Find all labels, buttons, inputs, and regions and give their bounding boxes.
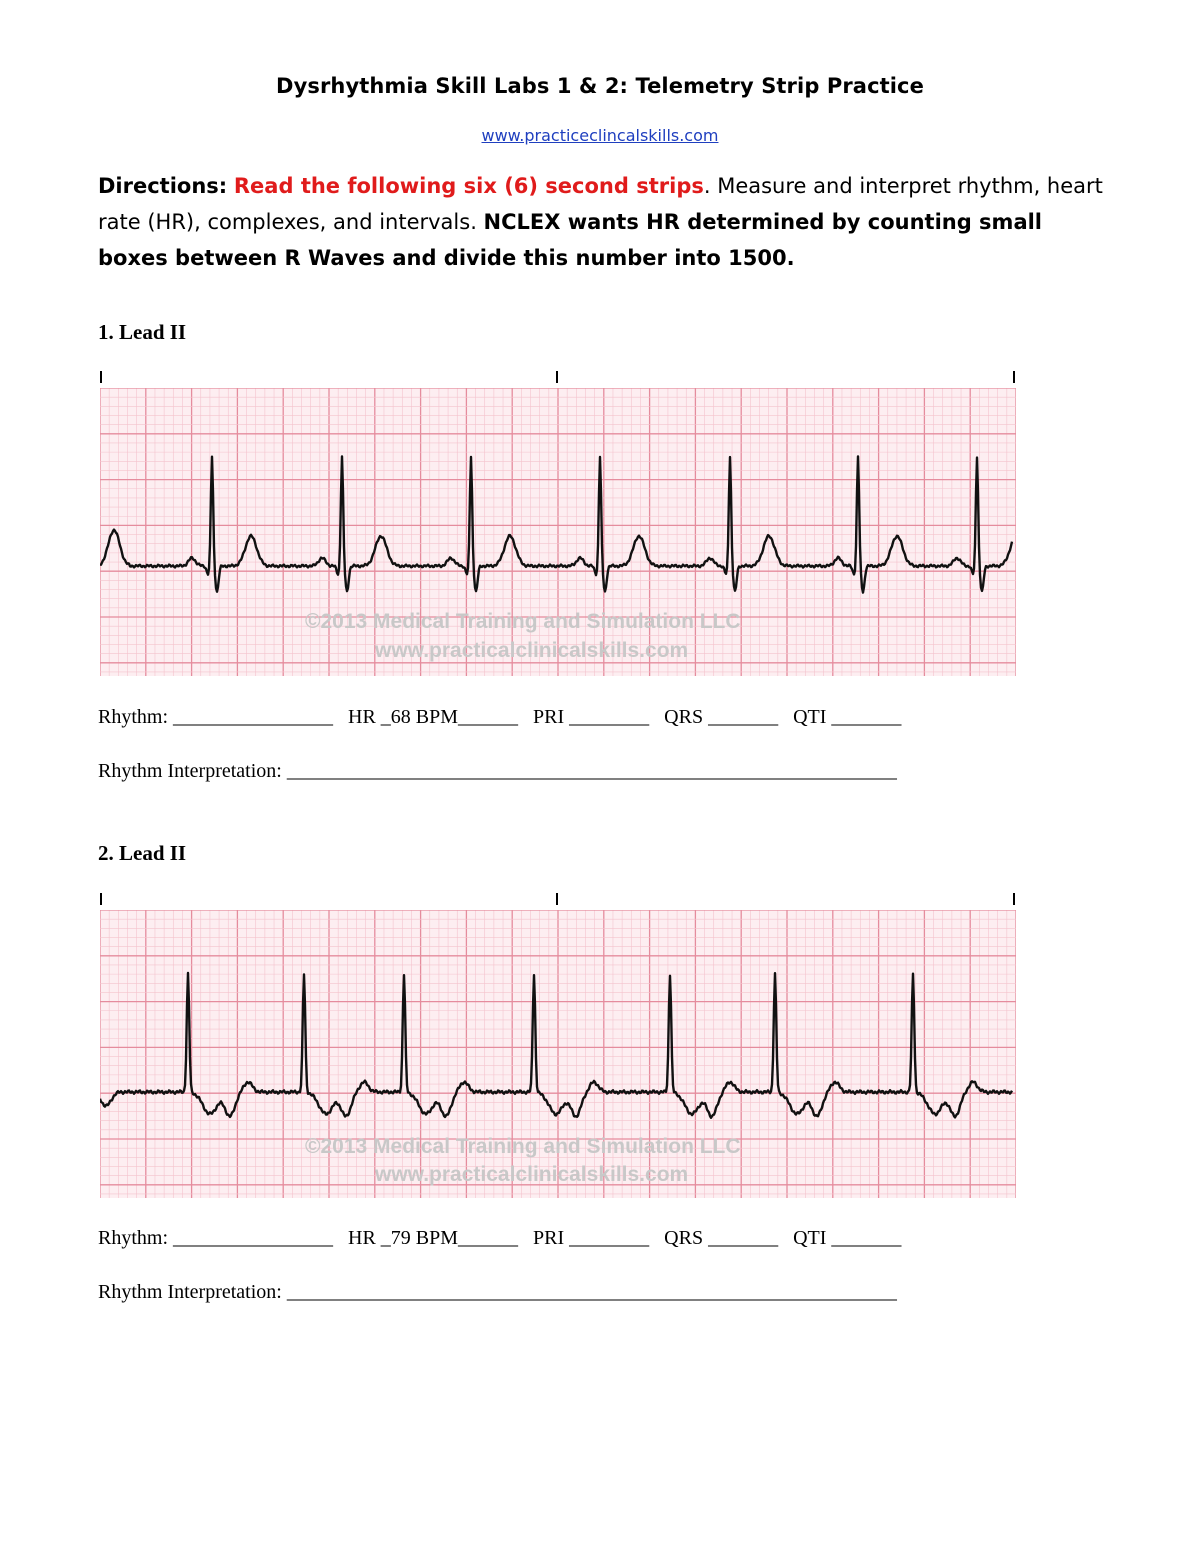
strip-2-interpretation[interactable]: Rhythm Interpretation: _____________________________________________________________ — [98, 1281, 897, 1303]
strip-1-lead-label: 1. Lead II — [98, 320, 187, 344]
strip-1-second-ticks — [0, 371, 1000, 385]
strip-1-ecg — [100, 388, 1016, 676]
hr-field[interactable]: HR _68 BPM______ — [348, 706, 519, 728]
ecg-strip-2-svg — [100, 910, 1016, 1198]
tick-mark — [100, 893, 102, 905]
watermark-line-1: ©2013 Medical Training and Simulation LLC — [305, 610, 741, 633]
tick-mark — [556, 371, 558, 383]
watermark-line-2: www.practicalclinicalskills.com — [375, 639, 689, 662]
ecg-strip-1-svg — [100, 388, 1016, 676]
watermark-line-1: ©2013 Medical Training and Simulation LLC — [305, 1135, 741, 1158]
directions-text: . Measure and interpret rhythm, heart rate (HR), complexes, and intervals. — [98, 174, 1103, 234]
page-title: Dysrhythmia Skill Labs 1 & 2: Telemetry Strip Practice — [276, 74, 924, 98]
strip-2-second-ticks — [0, 893, 1000, 907]
tick-mark — [556, 893, 558, 905]
directions-nclex-note: NCLEX wants HR determined by counting small boxes between R Waves and divide this number into 1500. — [98, 210, 1043, 270]
qti-field[interactable]: QTI _______ — [793, 706, 902, 728]
tick-mark — [1013, 371, 1015, 383]
qti-field[interactable]: QTI _______ — [793, 1227, 902, 1249]
tick-mark — [1013, 893, 1015, 905]
qrs-field[interactable]: QRS _______ — [664, 1227, 779, 1249]
website-link[interactable]: www.practiceclincalskills.com — [481, 126, 719, 145]
directions — [98, 168, 1108, 276]
hr-field[interactable]: HR _79 BPM______ — [348, 1227, 519, 1249]
watermark-line-2: www.practicalclinicalskills.com — [375, 1163, 689, 1186]
pri-field[interactable]: PRI ________ — [533, 1227, 650, 1249]
directions-label: Directions: — [98, 174, 228, 198]
strip-1-measurements — [98, 706, 901, 729]
strip-1-interpretation[interactable]: Rhythm Interpretation: _____________________________________________________________ — [98, 760, 897, 782]
rhythm-field[interactable]: Rhythm: ________________ — [98, 706, 334, 728]
strip-2-ecg — [100, 910, 1016, 1198]
tick-mark — [100, 371, 102, 383]
strip-2-measurements — [98, 1227, 901, 1250]
pri-field[interactable]: PRI ________ — [533, 706, 650, 728]
strip-2-lead-label: 2. Lead II — [98, 841, 187, 865]
qrs-field[interactable]: QRS _______ — [664, 706, 779, 728]
directions-highlight: Read the following six (6) second strips — [233, 174, 704, 198]
rhythm-field[interactable]: Rhythm: ________________ — [98, 1227, 334, 1249]
